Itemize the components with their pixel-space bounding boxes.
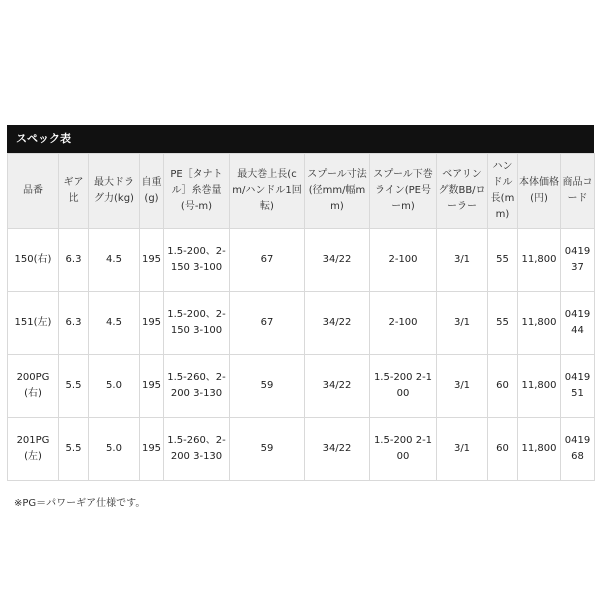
cell-line-capacity: 1.5-200、2-150 3-100 [164, 292, 230, 355]
cell-weight: 195 [140, 229, 164, 292]
col-header-product-code: 商品コード [561, 154, 595, 229]
col-header-max-drag: 最大ドラグ力(kg) [89, 154, 140, 229]
cell-max-drag: 5.0 [89, 418, 140, 481]
cell-price: 11,800 [518, 229, 561, 292]
spec-table-title: スペック表 [7, 125, 594, 153]
cell-bearings: 3/1 [437, 229, 488, 292]
col-header-gear-ratio: ギア比 [59, 154, 89, 229]
cell-model: 201PG(左) [8, 418, 59, 481]
cell-spool-size: 34/22 [305, 418, 370, 481]
cell-model: 150(右) [8, 229, 59, 292]
col-header-retrieve: 最大巻上長(cm/ハンドル1回転) [230, 154, 305, 229]
cell-max-drag: 4.5 [89, 229, 140, 292]
cell-model: 200PG(右) [8, 355, 59, 418]
cell-price: 11,800 [518, 292, 561, 355]
cell-spool-size: 34/22 [305, 292, 370, 355]
cell-spool-size: 34/22 [305, 229, 370, 292]
cell-line-capacity: 1.5-200、2-150 3-100 [164, 229, 230, 292]
cell-product-code: 041944 [561, 292, 595, 355]
table-row [8, 418, 595, 481]
cell-weight: 195 [140, 418, 164, 481]
cell-backing-line: 2-100 [370, 292, 437, 355]
cell-price: 11,800 [518, 418, 561, 481]
cell-backing-line: 1.5-200 2-100 [370, 355, 437, 418]
cell-gear-ratio: 6.3 [59, 292, 89, 355]
spec-table [7, 153, 595, 481]
cell-max-drag: 4.5 [89, 292, 140, 355]
table-row [8, 292, 595, 355]
cell-bearings: 3/1 [437, 355, 488, 418]
table-row [8, 355, 595, 418]
cell-backing-line: 2-100 [370, 229, 437, 292]
cell-retrieve: 67 [230, 292, 305, 355]
cell-max-drag: 5.0 [89, 355, 140, 418]
cell-handle-length: 55 [488, 292, 518, 355]
cell-model: 151(左) [8, 292, 59, 355]
cell-handle-length: 55 [488, 229, 518, 292]
cell-backing-line: 1.5-200 2-100 [370, 418, 437, 481]
cell-weight: 195 [140, 292, 164, 355]
col-header-spool-size: スプール寸法(径mm/幅mm) [305, 154, 370, 229]
cell-retrieve: 59 [230, 355, 305, 418]
col-header-handle-length: ハンドル長(mm) [488, 154, 518, 229]
cell-product-code: 041937 [561, 229, 595, 292]
cell-line-capacity: 1.5-260、2-200 3-130 [164, 418, 230, 481]
col-header-model: 品番 [8, 154, 59, 229]
cell-retrieve: 67 [230, 229, 305, 292]
col-header-line-capacity: PE［タナトル］糸巻量(号-m) [164, 154, 230, 229]
cell-bearings: 3/1 [437, 418, 488, 481]
footnote: ※PG＝パワーギア仕様です。 [14, 498, 146, 509]
cell-handle-length: 60 [488, 418, 518, 481]
col-header-price: 本体価格(円) [518, 154, 561, 229]
col-header-backing-line: スプール下巻ライン(PE号ーm) [370, 154, 437, 229]
col-header-bearings: ベアリング数BB/ローラー [437, 154, 488, 229]
cell-weight: 195 [140, 355, 164, 418]
cell-gear-ratio: 5.5 [59, 418, 89, 481]
table-row [8, 229, 595, 292]
cell-product-code: 041951 [561, 355, 595, 418]
cell-retrieve: 59 [230, 418, 305, 481]
cell-product-code: 041968 [561, 418, 595, 481]
cell-gear-ratio: 6.3 [59, 229, 89, 292]
cell-bearings: 3/1 [437, 292, 488, 355]
cell-handle-length: 60 [488, 355, 518, 418]
cell-spool-size: 34/22 [305, 355, 370, 418]
col-header-weight: 自重(g) [140, 154, 164, 229]
header-row [8, 154, 595, 229]
cell-line-capacity: 1.5-260、2-200 3-130 [164, 355, 230, 418]
cell-gear-ratio: 5.5 [59, 355, 89, 418]
cell-price: 11,800 [518, 355, 561, 418]
